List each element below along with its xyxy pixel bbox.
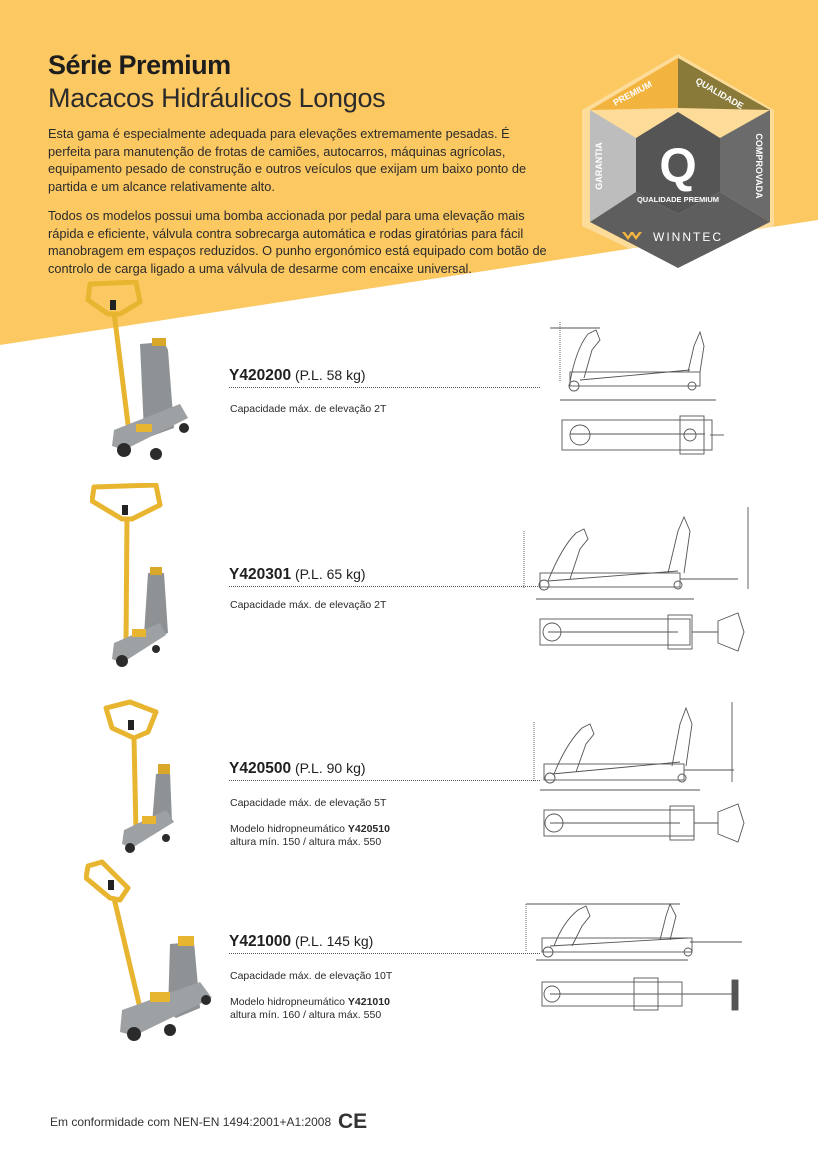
badge-quality-text: QUALIDADE	[693, 75, 746, 112]
product-model-y420500	[229, 760, 366, 778]
product-model-y421000	[229, 933, 373, 951]
product-y420301	[0, 483, 818, 683]
jack-photo-y421000	[84, 858, 214, 1043]
product-weight: (P.L. 90 kg)	[294, 760, 366, 776]
badge-quality-premium-text: QUALIDADE PREMIUM	[636, 195, 720, 204]
product-code: Y421000	[229, 933, 292, 950]
product-hydro-model	[230, 823, 390, 836]
hydro-code: Y420510	[347, 823, 390, 835]
hydro-prefix: Modelo hidropneumático	[230, 996, 348, 1008]
quality-premium-badge	[578, 54, 778, 274]
jack-photo-y420500	[100, 698, 190, 858]
divider-dotted	[229, 780, 540, 781]
product-weight: (P.L. 145 kg)	[294, 933, 374, 949]
intro-paragraph-2: Todos os modelos possui uma bomba accionada por pedal para uma elevação mais rápida e eficiente, válvula contra sobrecarga automática e rodas giratórias para fácil manobragem em espaços reduzidos. O punho ergonómico está equipado com botão de controlo de carga ligado a uma válvula de desarme com encaixe universal.	[48, 208, 547, 276]
product-code: Y420200	[229, 367, 292, 384]
divider-dotted	[229, 953, 540, 954]
badge-brand-text: WINNTEC	[653, 230, 723, 244]
product-y420200	[0, 280, 818, 480]
badge-proven-text: COMPROVADA	[754, 133, 764, 199]
compliance-statement: Em conformidade com NEN-EN 1494:2001+A1:2008	[50, 1115, 332, 1129]
intro-paragraph-1: Esta gama é especialmente adequada para elevações extremamente pesadas. É perfeita para manutenção de frotas de camiões, autocarros, máquinas agrícolas, equipamento pesado de construção e outros veículos que exijam um baixo ponto de partida e um alcance relativamente alto.	[48, 126, 527, 194]
technical-drawing-y421000	[520, 894, 760, 1024]
page-subtitle: Macacos Hidráulicos Longos	[48, 83, 386, 113]
technical-drawing-y420500	[520, 698, 760, 858]
divider-dotted	[229, 586, 540, 587]
badge-guarantee-text: GARANTIA	[594, 142, 604, 190]
product-model-y420301	[229, 566, 366, 584]
product-capacity: Capacidade máx. de elevação 2T	[230, 599, 387, 611]
technical-drawing-y420301	[518, 501, 758, 666]
jack-photo-y420301	[90, 483, 180, 673]
product-y421000	[0, 858, 818, 1058]
product-weight: (P.L. 58 kg)	[294, 367, 366, 383]
badge-premium-text: PREMIUM	[611, 78, 654, 108]
page-title: Série Premium	[48, 50, 231, 80]
divider-dotted	[229, 387, 540, 388]
product-y420500	[0, 698, 818, 878]
hydro-prefix: Modelo hidropneumático	[230, 823, 348, 835]
product-capacity: Capacidade máx. de elevação 10T	[230, 970, 393, 982]
product-capacity: Capacidade máx. de elevação 5T	[230, 797, 387, 809]
badge-letter: Q	[659, 140, 697, 193]
product-heights: altura mín. 160 / altura máx. 550	[230, 1009, 382, 1021]
jack-photo-y420200	[84, 280, 194, 465]
product-code: Y420301	[229, 566, 292, 583]
hydro-code: Y421010	[347, 996, 390, 1008]
product-code: Y420500	[229, 760, 292, 777]
product-heights: altura mín. 150 / altura máx. 550	[230, 836, 382, 848]
product-capacity: Capacidade máx. de elevação 2T	[230, 403, 387, 415]
product-hydro-model	[230, 996, 390, 1009]
ce-mark-icon	[338, 1108, 370, 1132]
svg-text:CE: CE	[338, 1110, 368, 1132]
product-model-y420200	[229, 367, 366, 385]
technical-drawing-y420200	[540, 320, 730, 465]
product-weight: (P.L. 65 kg)	[294, 566, 366, 582]
